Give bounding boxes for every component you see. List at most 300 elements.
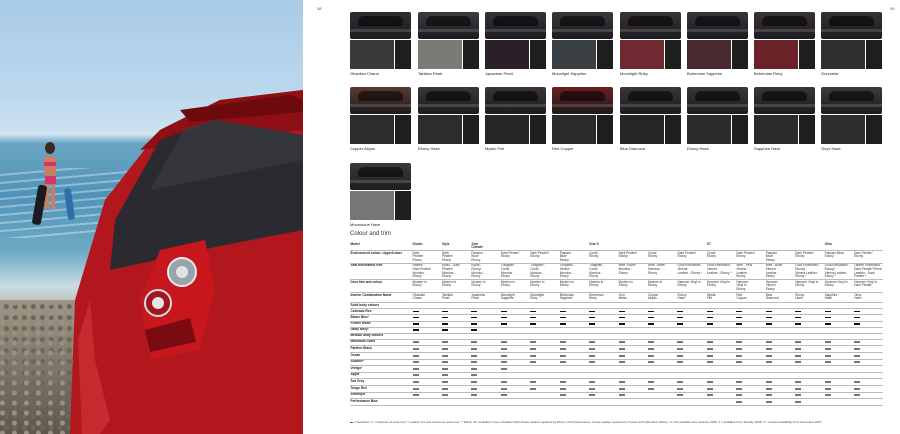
- table-cell: [412, 386, 441, 393]
- optional-marker: [854, 394, 860, 396]
- table-cell: [471, 372, 500, 379]
- highlight-strip: [552, 104, 613, 107]
- table-cell: [500, 359, 529, 366]
- optional-marker: [677, 355, 683, 357]
- table-cell: [648, 379, 677, 386]
- standard-marker: [707, 323, 713, 325]
- window-shape: [426, 16, 471, 26]
- table-cell: Lova Embossed - Ebony/ Vienna Leather - Ebony *: [824, 263, 853, 279]
- table-cell: Hanover Vinyl in Dark Pewter: [854, 280, 883, 293]
- optional-marker: [707, 388, 713, 390]
- table-cell: [854, 399, 883, 406]
- seat-fabric-swatch: [821, 115, 865, 144]
- table-cell: Style: [441, 242, 470, 251]
- highlight-strip: [350, 104, 411, 107]
- door-trim-swatch: [597, 40, 613, 69]
- window-shape: [358, 16, 403, 26]
- row-label: Sublime¹: [350, 359, 412, 366]
- standard-marker: [648, 317, 654, 319]
- highlight-strip: [418, 29, 479, 32]
- standard-marker: [589, 311, 595, 313]
- swatch-label: Obsidian Charm: [350, 71, 379, 76]
- optional-marker: [736, 401, 742, 403]
- optional-marker: [560, 388, 566, 390]
- table-cell: Ghia: [824, 242, 853, 251]
- colour-swatch: [350, 12, 411, 76]
- table-cell: [618, 399, 647, 406]
- table-cell: [795, 379, 824, 386]
- table-cell: [824, 386, 853, 393]
- standard-marker: [442, 311, 448, 313]
- colour-swatch: [821, 12, 882, 76]
- colour-swatch: [754, 12, 815, 76]
- table-cell: [530, 372, 559, 379]
- table-cell: [441, 339, 470, 346]
- optional-marker: [795, 355, 801, 357]
- optional-marker: [560, 348, 566, 350]
- interior-preview: [620, 40, 681, 69]
- optional-marker: [825, 348, 831, 350]
- table-cell: [500, 379, 529, 386]
- optional-marker: [677, 348, 683, 350]
- table-cell: Passion Blue/ Ebony: [765, 251, 794, 264]
- optional-marker: [766, 341, 772, 343]
- optional-marker: [707, 394, 713, 396]
- table-cell: Coral/ Ebony: [706, 251, 735, 264]
- table-row: [350, 280, 883, 293]
- table-cell: [618, 346, 647, 353]
- door-trim-swatch: [395, 191, 411, 220]
- table-cell: [412, 379, 441, 386]
- window-shape: [426, 91, 471, 101]
- row-label: Solid body colours: [350, 303, 412, 309]
- optional-marker: [854, 381, 860, 383]
- table-cell: [589, 392, 618, 399]
- exterior-preview: [552, 87, 613, 114]
- seat-fabric-swatch: [687, 115, 731, 144]
- table-cell: Dark Pewter/ Ebony: [500, 251, 529, 264]
- table-cell: [648, 372, 677, 379]
- swatch-label: Sapphire Haze: [754, 146, 781, 151]
- swatch-label: Onyx Haze: [821, 146, 841, 151]
- table-cell: [736, 392, 765, 399]
- table-cell: Dark Pewter/ Ebony: [795, 251, 824, 264]
- table-cell: [795, 386, 824, 393]
- table-cell: [706, 386, 735, 393]
- optional-marker: [413, 355, 419, 357]
- seat-fabric-swatch: [687, 40, 731, 69]
- optional-marker: [825, 355, 831, 357]
- exterior-preview: [687, 12, 748, 39]
- highlight-strip: [687, 29, 748, 32]
- table-cell: Modern in Ebony: [471, 280, 500, 293]
- row-label: Tango Red: [350, 386, 412, 393]
- optional-marker: [560, 394, 566, 396]
- window-shape: [560, 16, 605, 26]
- seat-fabric-swatch: [485, 40, 529, 69]
- table-cell: [736, 359, 765, 366]
- colour-trim-table: [350, 242, 883, 406]
- table-row: [350, 399, 883, 406]
- table-cell: [854, 346, 883, 353]
- colour-swatch: [687, 87, 748, 151]
- table-cell: [677, 359, 706, 366]
- table-cell: [559, 372, 588, 379]
- row-label: Door trim and colour: [350, 280, 412, 293]
- row-label: Seat trim/leather trim: [350, 263, 412, 279]
- standard-marker: [619, 311, 625, 313]
- table-cell: [706, 366, 735, 373]
- table-cell: [648, 366, 677, 373]
- optional-marker: [677, 341, 683, 343]
- table-row: [350, 386, 883, 393]
- row-label: Colorado Red: [350, 309, 412, 315]
- optional-marker: [825, 361, 831, 363]
- optional-marker: [530, 355, 536, 357]
- table-cell: Hanover Vinyl in Ebony: [824, 280, 853, 293]
- table-cell: [471, 353, 500, 360]
- table-cell: Lova Embossed - Vienna Leather - Ebony *: [677, 263, 706, 279]
- optional-marker: [471, 388, 477, 390]
- optional-marker: [442, 394, 448, 396]
- table-row: [350, 339, 883, 346]
- interior-preview: [754, 115, 815, 144]
- table-cell: [706, 339, 735, 346]
- table-cell: [559, 399, 588, 406]
- table-cell: Dark Pewter/ Ebony: [618, 251, 647, 264]
- table-cell: [589, 386, 618, 393]
- exterior-preview: [485, 87, 546, 114]
- seat-fabric-swatch: [350, 115, 394, 144]
- seat-fabric-swatch: [350, 191, 394, 220]
- table-cell: [648, 339, 677, 346]
- colour-swatch: [418, 87, 479, 151]
- table-cell: Lova Embossed - Ebony/ Vienna Leather - Ebony *: [795, 263, 824, 279]
- optional-marker: [442, 355, 448, 357]
- table-cell: [677, 339, 706, 346]
- optional-marker: [677, 394, 683, 396]
- optional-marker: [560, 361, 566, 363]
- table-cell: [677, 399, 706, 406]
- colour-swatch: [485, 12, 546, 76]
- table-row: [350, 346, 883, 353]
- table-cell: Lova Embossed - Vienna Leather - Ebony *: [706, 263, 735, 279]
- table-cell: Modern in Ebony: [530, 280, 559, 293]
- table-cell: [736, 242, 765, 251]
- door-trim-swatch: [866, 115, 882, 144]
- table-cell: [648, 346, 677, 353]
- colour-swatch: [620, 12, 681, 76]
- seat-fabric-swatch: [754, 40, 798, 69]
- optional-marker: [442, 368, 448, 370]
- table-cell: [648, 359, 677, 366]
- optional-marker: [471, 374, 477, 376]
- table-cell: [441, 359, 470, 366]
- section-heading: Colour and trim: [350, 231, 392, 237]
- optional-marker: [413, 394, 419, 396]
- table-cell: [500, 386, 529, 393]
- table-cell: [795, 339, 824, 346]
- row-label: Vertigo²: [350, 366, 412, 373]
- person-figure: [32, 142, 76, 225]
- seat-fabric-swatch: [620, 40, 664, 69]
- seat-fabric-swatch: [754, 115, 798, 144]
- table-cell: [824, 372, 853, 379]
- optional-marker: [471, 381, 477, 383]
- exterior-preview: [418, 87, 479, 114]
- table-cell: Wire - Blue/ Vienna Leather - Ebony: [765, 263, 794, 279]
- table-cell: Copper Abyss: [648, 293, 677, 303]
- table-cell: [765, 366, 794, 373]
- table-cell: [677, 346, 706, 353]
- table-cell: [618, 392, 647, 399]
- optional-marker: [442, 348, 448, 350]
- swatch-label: Bohemian Ruby: [754, 71, 783, 76]
- standard-marker: [413, 317, 419, 319]
- optional-marker: [619, 355, 625, 357]
- standard-marker: [736, 311, 742, 313]
- door-trim-swatch: [395, 115, 411, 144]
- seat-fabric-swatch: [552, 40, 596, 69]
- table-cell: [765, 372, 794, 379]
- car-rear-illustration: [0, 0, 303, 434]
- optional-marker: [471, 368, 477, 370]
- table-cell: [824, 359, 853, 366]
- table-cell: [795, 353, 824, 360]
- door-trim-swatch: [732, 115, 748, 144]
- table-cell: Nabble - Dark Pewter/ Mondus - Ebony: [412, 263, 441, 279]
- standard-marker: [501, 323, 507, 325]
- table-cell: [589, 366, 618, 373]
- optional-marker: [413, 348, 419, 350]
- optional-marker: [413, 388, 419, 390]
- door-trim-swatch: [665, 115, 681, 144]
- row-label: Moondust Silver: [350, 339, 412, 346]
- row-label: Daisy Navy²: [350, 327, 412, 333]
- table-cell: [471, 346, 500, 353]
- table-cell: [559, 242, 588, 251]
- exterior-preview: [620, 12, 681, 39]
- standard-marker: [677, 311, 683, 313]
- table-row: [350, 353, 883, 360]
- optional-marker: [707, 381, 713, 383]
- interior-preview: [350, 115, 411, 144]
- optional-marker: [589, 361, 595, 363]
- table-cell: [824, 379, 853, 386]
- table-cell: [589, 399, 618, 406]
- standard-marker: [707, 311, 713, 313]
- optional-marker: [413, 341, 419, 343]
- table-cell: Wire -Silver/ Mondus - Ebony: [648, 263, 677, 279]
- optional-marker: [766, 401, 772, 403]
- table-cell: Passion Blue/ Ebony: [471, 251, 500, 264]
- table-cell: [530, 339, 559, 346]
- table-cell: Tungsten - Coral/ Mondus - Ebony: [530, 263, 559, 279]
- highlight-strip: [485, 104, 546, 107]
- optional-marker: [471, 361, 477, 363]
- table-cell: [618, 386, 647, 393]
- table-cell: Zeta S: [589, 242, 618, 251]
- table-cell: Modern in Ebony: [589, 280, 618, 293]
- table-cell: [589, 372, 618, 379]
- exterior-preview: [620, 87, 681, 114]
- window-shape: [560, 91, 605, 101]
- optional-marker: [501, 381, 507, 383]
- table-row: [350, 372, 883, 379]
- row-label: Panther Black: [350, 346, 412, 353]
- standard-marker: [471, 323, 477, 325]
- table-cell: [530, 379, 559, 386]
- table-cell: [795, 372, 824, 379]
- swatch-label: Bohemian Sapphire: [687, 71, 723, 76]
- optional-marker: [413, 381, 419, 383]
- table-cell: [412, 392, 441, 399]
- table-cell: [530, 242, 559, 251]
- table-cell: Modern in Ebony: [500, 280, 529, 293]
- colour-swatch: [418, 12, 479, 76]
- optional-marker: [648, 355, 654, 357]
- table-cell: [412, 399, 441, 406]
- swatch-label: Gunmetal: [821, 71, 839, 76]
- table-cell: [648, 399, 677, 406]
- table-cell: Hanover Vinyl in Ebony: [795, 280, 824, 293]
- table-cell: [795, 392, 824, 399]
- table-cell: [412, 366, 441, 373]
- table-cell: [765, 392, 794, 399]
- optional-marker: [825, 394, 831, 396]
- optional-marker: [619, 348, 625, 350]
- window-shape: [358, 167, 403, 177]
- table-cell: [706, 359, 735, 366]
- optional-marker: [413, 361, 419, 363]
- swatch-label: Blue Diamond: [620, 146, 646, 151]
- optional-marker: [854, 355, 860, 357]
- table-cell: [824, 392, 853, 399]
- standard-marker: [854, 317, 860, 319]
- row-label: Interior Combination Name: [350, 293, 412, 303]
- table-cell: [648, 386, 677, 393]
- table-cell: [648, 353, 677, 360]
- table-cell: Moonlight Sapphire: [500, 293, 529, 303]
- highlight-strip: [821, 29, 882, 32]
- exterior-preview: [552, 12, 613, 39]
- table-cell: [530, 366, 559, 373]
- optional-marker: [501, 394, 507, 396]
- interior-preview: [485, 40, 546, 69]
- interior-preview: [687, 115, 748, 144]
- exterior-preview: [485, 12, 546, 39]
- optional-marker: [442, 388, 448, 390]
- table-cell: [500, 392, 529, 399]
- exterior-preview: [821, 12, 882, 39]
- standard-marker: [825, 317, 831, 319]
- table-cell: [441, 379, 470, 386]
- interior-preview: [754, 40, 815, 69]
- optional-marker: [589, 341, 595, 343]
- optional-marker: [766, 361, 772, 363]
- standard-marker: [648, 311, 654, 313]
- table-cell: [765, 339, 794, 346]
- optional-marker: [589, 394, 595, 396]
- swatch-label: Ebony Haze: [687, 146, 709, 151]
- table-row: [350, 242, 883, 251]
- optional-marker: [413, 374, 419, 376]
- optional-marker: [854, 341, 860, 343]
- standard-marker: [442, 323, 448, 325]
- table-cell: [677, 366, 706, 373]
- table-cell: Bohemian Ruby: [589, 293, 618, 303]
- optional-marker: [619, 381, 625, 383]
- table-cell: [618, 242, 647, 251]
- seat-fabric-swatch: [418, 40, 462, 69]
- table-cell: [559, 392, 588, 399]
- table-cell: Moonlight Ruby: [530, 293, 559, 303]
- standard-marker: [530, 311, 536, 313]
- table-cell: [795, 399, 824, 406]
- standard-marker: [413, 329, 419, 331]
- table-cell: [559, 379, 588, 386]
- table-cell: Blue Diamond: [765, 293, 794, 303]
- table-cell: [412, 353, 441, 360]
- optional-marker: [442, 381, 448, 383]
- table-cell: Passion Blue/ Ebony: [559, 251, 588, 264]
- optional-marker: [677, 361, 683, 363]
- table-cell: [441, 386, 470, 393]
- window-shape: [829, 16, 874, 26]
- table-cell: [500, 242, 529, 251]
- table-cell: [441, 372, 470, 379]
- optional-marker: [795, 381, 801, 383]
- colour-swatch: [552, 87, 613, 151]
- interior-preview: [552, 40, 613, 69]
- table-cell: [441, 366, 470, 373]
- seat-fabric-swatch: [418, 115, 462, 144]
- optional-marker: [442, 374, 448, 376]
- window-shape: [628, 16, 673, 26]
- table-row: [350, 366, 883, 373]
- optional-marker: [619, 388, 625, 390]
- standard-marker: [619, 317, 625, 319]
- table-cell: [677, 392, 706, 399]
- standard-marker: [707, 317, 713, 319]
- table-cell: [618, 379, 647, 386]
- highlight-strip: [754, 29, 815, 32]
- table-cell: Modern in Ebony: [559, 280, 588, 293]
- colour-swatch: [754, 87, 815, 151]
- table-row: [350, 251, 883, 264]
- optional-marker: [736, 394, 742, 396]
- optional-marker: [825, 341, 831, 343]
- standard-marker: [560, 311, 566, 313]
- table-cell: [736, 353, 765, 360]
- table-cell: [854, 242, 883, 251]
- table-cell: [471, 392, 500, 399]
- optional-marker: [619, 341, 625, 343]
- door-trim-swatch: [665, 40, 681, 69]
- standard-marker: [442, 317, 448, 319]
- swatch-label: Moonstone Haze: [350, 222, 381, 227]
- swatch-label: Copper Abyss: [350, 146, 375, 151]
- table-cell: [677, 353, 706, 360]
- table-cell: [795, 242, 824, 251]
- table-cell: [736, 346, 765, 353]
- table-cell: [706, 379, 735, 386]
- table-cell: Dark Pewter/ Ebony: [412, 251, 441, 264]
- optional-marker: [854, 348, 860, 350]
- standard-marker: [736, 323, 742, 325]
- optional-marker: [677, 388, 683, 390]
- table-cell: [471, 366, 500, 373]
